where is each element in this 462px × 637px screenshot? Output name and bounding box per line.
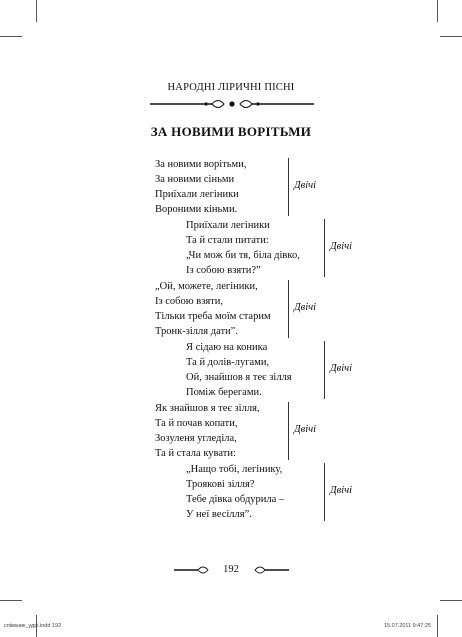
- ornament-divider-icon: [150, 96, 314, 112]
- refrain-bracket: [324, 341, 325, 399]
- verse-line: Вороними кіньми.: [155, 204, 238, 215]
- verse-line: Зозуленя угледіла,: [155, 433, 237, 444]
- crop-mark: [36, 0, 37, 22]
- refrain-bracket: [324, 219, 325, 277]
- verse-line: За новими сіньми: [155, 174, 235, 185]
- refrain-bracket: [288, 402, 289, 460]
- poem-title: ЗА НОВИМИ ВОРІТЬМИ: [150, 124, 312, 139]
- verse-line: Приїхали легіники: [186, 220, 270, 231]
- verse-line: „Нащо тобі, легінику,: [186, 464, 283, 475]
- verse-line: Ой, знайшов я теє зілля: [186, 372, 292, 383]
- crop-mark: [0, 36, 22, 37]
- verse-line: Як знайшов я теє зілля,: [155, 403, 260, 414]
- stanza: [155, 279, 271, 339]
- verse-line: Тебе дівка обдурила –: [186, 494, 285, 505]
- refrain-label: Двічі: [294, 302, 317, 313]
- verse-line: Тільки треба моїм старим: [155, 311, 271, 322]
- verse-line: Та й стали питати:: [186, 235, 269, 246]
- stanza: [186, 340, 292, 400]
- verse-line: Та й почав копати,: [155, 418, 238, 429]
- refrain-label: Двічі: [330, 241, 353, 252]
- crop-mark: [437, 0, 438, 22]
- stanza: [155, 157, 246, 217]
- verse-line: За новими ворітьми,: [155, 159, 247, 170]
- verse-line: Та й долів-лугами,: [186, 357, 270, 368]
- verse-line: Я сідаю на коника: [186, 342, 268, 353]
- verse-line: „Ой, можете, легіники,: [155, 281, 258, 292]
- crop-mark: [437, 615, 438, 637]
- refrain-bracket: [288, 280, 289, 338]
- crop-mark: [440, 36, 462, 37]
- verse-line: „Чи мож би тя, біла дівко,: [186, 250, 300, 261]
- verse-line: Троякові зілля?: [186, 479, 255, 490]
- refrain-label: Двічі: [330, 485, 353, 496]
- crop-mark: [440, 600, 462, 601]
- verse-line: У неї весілля”.: [186, 509, 252, 520]
- crop-mark: [0, 600, 22, 601]
- page-number: 192: [210, 563, 252, 577]
- running-head: НАРОДНІ ЛІРИЧНІ ПІСНІ: [167, 82, 295, 93]
- verse-line: Приїхали легіники: [155, 189, 239, 200]
- verse-line: Поміж берегами.: [186, 387, 262, 398]
- verse-line: Та й стала кувати:: [155, 448, 236, 459]
- stanza: [186, 462, 284, 522]
- print-slug-date: 15.07.2011 9:47:25: [384, 623, 431, 629]
- refrain-label: Двічі: [294, 424, 317, 435]
- refrain-bracket: [324, 463, 325, 521]
- refrain-label: Двічі: [330, 363, 353, 374]
- refrain-bracket: [288, 158, 289, 216]
- verse-line: Тронк-зілля дати”.: [155, 326, 238, 337]
- refrain-label: Двічі: [294, 180, 317, 191]
- print-slug-file: співаник_удрі.indd 192: [4, 623, 62, 629]
- stanza: [186, 218, 300, 278]
- verse-line: Із собою взяти?”: [186, 265, 261, 276]
- stanza: [155, 401, 260, 461]
- verse-line: Із собою взяти,: [155, 296, 224, 307]
